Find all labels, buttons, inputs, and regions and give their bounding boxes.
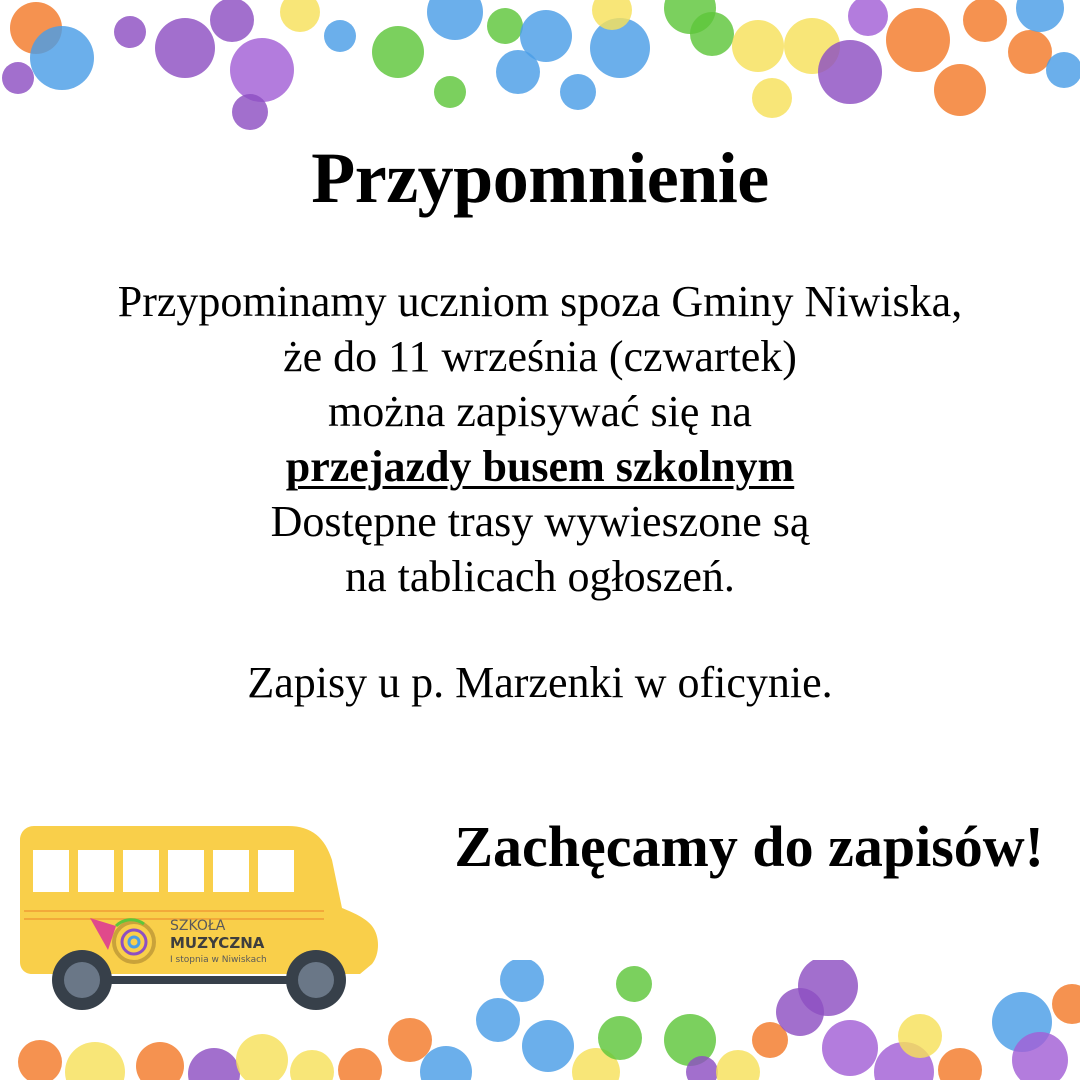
bus-rear-wheel bbox=[52, 950, 112, 1010]
bus-bumper bbox=[108, 976, 304, 984]
message-line-6: na tablicach ogłoszeń. bbox=[345, 552, 735, 601]
confetti-dot bbox=[598, 1016, 642, 1060]
confetti-dot bbox=[686, 1056, 718, 1080]
bus-front-wheel bbox=[286, 950, 346, 1010]
confetti-dot bbox=[784, 18, 840, 74]
signup-info: Zapisy u p. Marzenki w oficynie. bbox=[247, 658, 833, 707]
confetti-dot bbox=[572, 1048, 620, 1080]
confetti-dot bbox=[590, 18, 650, 78]
logo-line-3: I stopnia w Niwiskach bbox=[170, 955, 267, 965]
logo-line-1: SZKOŁA bbox=[170, 918, 226, 934]
confetti-dot bbox=[1046, 52, 1080, 88]
confetti-dot bbox=[324, 20, 356, 52]
confetti-dot bbox=[664, 0, 716, 34]
bus-stripe bbox=[24, 910, 324, 912]
confetti-dot bbox=[500, 960, 544, 1002]
confetti-dot bbox=[520, 10, 572, 62]
confetti-dot bbox=[2, 62, 34, 94]
confetti-dot bbox=[874, 1042, 934, 1080]
confetti-dot bbox=[434, 76, 466, 108]
confetti-dot bbox=[938, 1048, 982, 1080]
confetti-dot bbox=[372, 26, 424, 78]
confetti-dot bbox=[388, 1018, 432, 1062]
confetti-dot bbox=[963, 0, 1007, 42]
confetti-dot bbox=[752, 1022, 788, 1058]
confetti-dot bbox=[136, 1042, 184, 1080]
confetti-dot bbox=[992, 992, 1052, 1052]
message-line-5: Dostępne trasy wywieszone są bbox=[270, 497, 810, 546]
confetti-dot bbox=[776, 988, 824, 1036]
message-line-3: można zapisywać się na bbox=[328, 387, 752, 436]
confetti-dot bbox=[236, 1034, 288, 1080]
confetti-dot bbox=[290, 1050, 334, 1080]
confetti-dot bbox=[592, 0, 632, 30]
confetti-dot bbox=[848, 0, 888, 36]
confetti-dot bbox=[10, 2, 62, 54]
confetti-dot bbox=[716, 1050, 760, 1080]
confetti-dot bbox=[818, 40, 882, 104]
confetti-dot bbox=[232, 94, 268, 130]
confetti-dot bbox=[560, 74, 596, 110]
confetti-dot bbox=[664, 1014, 716, 1066]
confetti-dot bbox=[487, 8, 523, 44]
confetti-dot bbox=[30, 26, 94, 90]
confetti-dot bbox=[898, 1014, 942, 1058]
confetti-dot bbox=[522, 1020, 574, 1072]
confetti-dot bbox=[822, 1020, 878, 1076]
confetti-dot bbox=[886, 8, 950, 72]
page-title: Przypomnienie bbox=[311, 138, 769, 218]
confetti-dot bbox=[1016, 0, 1064, 32]
message-line-emphasis: przejazdy busem szkolnym bbox=[285, 442, 795, 491]
confetti-dot bbox=[798, 960, 858, 1016]
confetti-dot bbox=[210, 0, 254, 42]
confetti-dot bbox=[1012, 1032, 1068, 1080]
logo-line-2: MUZYCZNA bbox=[170, 934, 265, 952]
call-to-action: Zachęcamy do zapisów! bbox=[454, 814, 1044, 879]
confetti-dot bbox=[496, 50, 540, 94]
confetti-dot bbox=[934, 64, 986, 116]
confetti-dot bbox=[65, 1042, 125, 1080]
confetti-dot bbox=[230, 38, 294, 102]
confetti-dot bbox=[18, 1040, 62, 1080]
confetti-dot bbox=[1052, 984, 1080, 1024]
confetti-dot bbox=[690, 12, 734, 56]
school-bus-illustration bbox=[20, 826, 385, 1016]
message-line-1: Przypominamy uczniom spoza Gminy Niwiska, bbox=[117, 277, 963, 326]
confetti-dot bbox=[752, 78, 792, 118]
confetti-dot bbox=[420, 1046, 472, 1080]
confetti-dot bbox=[616, 966, 652, 1002]
confetti-dot bbox=[427, 0, 483, 40]
confetti-border-top bbox=[0, 0, 1080, 140]
confetti-dot bbox=[338, 1048, 382, 1080]
confetti-dot bbox=[732, 20, 784, 72]
confetti-dot bbox=[476, 998, 520, 1042]
confetti-dot bbox=[155, 18, 215, 78]
confetti-dot bbox=[114, 16, 146, 48]
confetti-dot bbox=[1008, 30, 1052, 74]
reminder-message bbox=[0, 274, 1080, 604]
message-line-2: że do 11 września (czwartek) bbox=[283, 332, 797, 381]
confetti-dot bbox=[280, 0, 320, 32]
confetti-dot bbox=[188, 1048, 240, 1080]
